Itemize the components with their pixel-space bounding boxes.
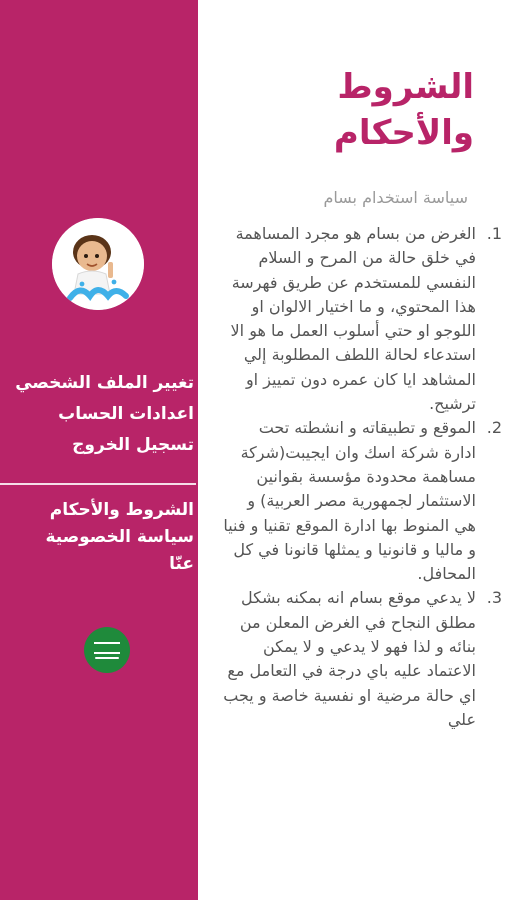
saudi-flag-icon[interactable] [84, 627, 130, 673]
terms-content [198, 0, 520, 900]
term-text: الغرض من بسام هو مجرد المساهمة في خلق حالة من المرح و السلام النفسي للمستخدم عن طريق فهرسة هذا المحتوي، و ما اختيار الالوان او اللوجو او حتي أسلوب العمل ما هو الا استدعاء لحالة اللطف المطلوبة إلي المشاهد ايا كان عمره دون تمييز او ترشيح. [230, 224, 476, 414]
menu-item-terms[interactable]: الشروط والأحكام [49, 500, 194, 520]
term-number: 1. [486, 224, 502, 243]
side-menu [0, 0, 198, 900]
list-item [212, 222, 502, 416]
term-number: 3. [486, 588, 502, 608]
menu-item-edit-profile[interactable]: تغيير الملف الشخصي [15, 373, 194, 393]
account-menu [0, 368, 198, 461]
term-text: لا يدعي موقع بسام انه بمكنه بشكل مطلق النجاح في الغرض المعلن من بنائه و لذا فهو لا يدعي و لا يمكن الاعتماد عليه باي درجة في التعامل مع اي حالة مرضية او نفسية خاصة و يجب علي [223, 588, 476, 729]
bassam-character-icon [52, 218, 144, 310]
term-number: 2. [486, 418, 502, 438]
policy-subtitle: سياسة استخدام بسام [323, 188, 468, 207]
menu-item-about[interactable]: عنّا [169, 554, 194, 574]
list-item [212, 416, 502, 586]
menu-divider [0, 483, 196, 485]
page-title: الشروط والأحكام [333, 67, 474, 153]
term-text: الموقع و تطبيقاته و انشطته تحت ادارة شركة اسك وان ايجيبت(شركة مساهمة محدودة مؤسسة بقوانين الاستثمار لجمهورية مصر العربية) و هي المنوط بها ادارة الموقع تقنيا و فنيا و ماليا و قانونيا و يمثلها قانونا في كل المحافل. [223, 418, 476, 584]
info-menu [0, 497, 198, 578]
menu-item-privacy[interactable]: سياسة الخصوصية [45, 527, 194, 547]
menu-item-account-settings[interactable]: اعدادات الحساب [58, 404, 194, 424]
list-item [212, 586, 502, 732]
bassam-logo-avatar [52, 218, 144, 310]
terms-list [212, 222, 502, 732]
menu-item-logout[interactable]: تسجيل الخروج [72, 435, 194, 455]
flag-script-mark [94, 642, 120, 654]
flag-sword-mark [95, 657, 119, 659]
